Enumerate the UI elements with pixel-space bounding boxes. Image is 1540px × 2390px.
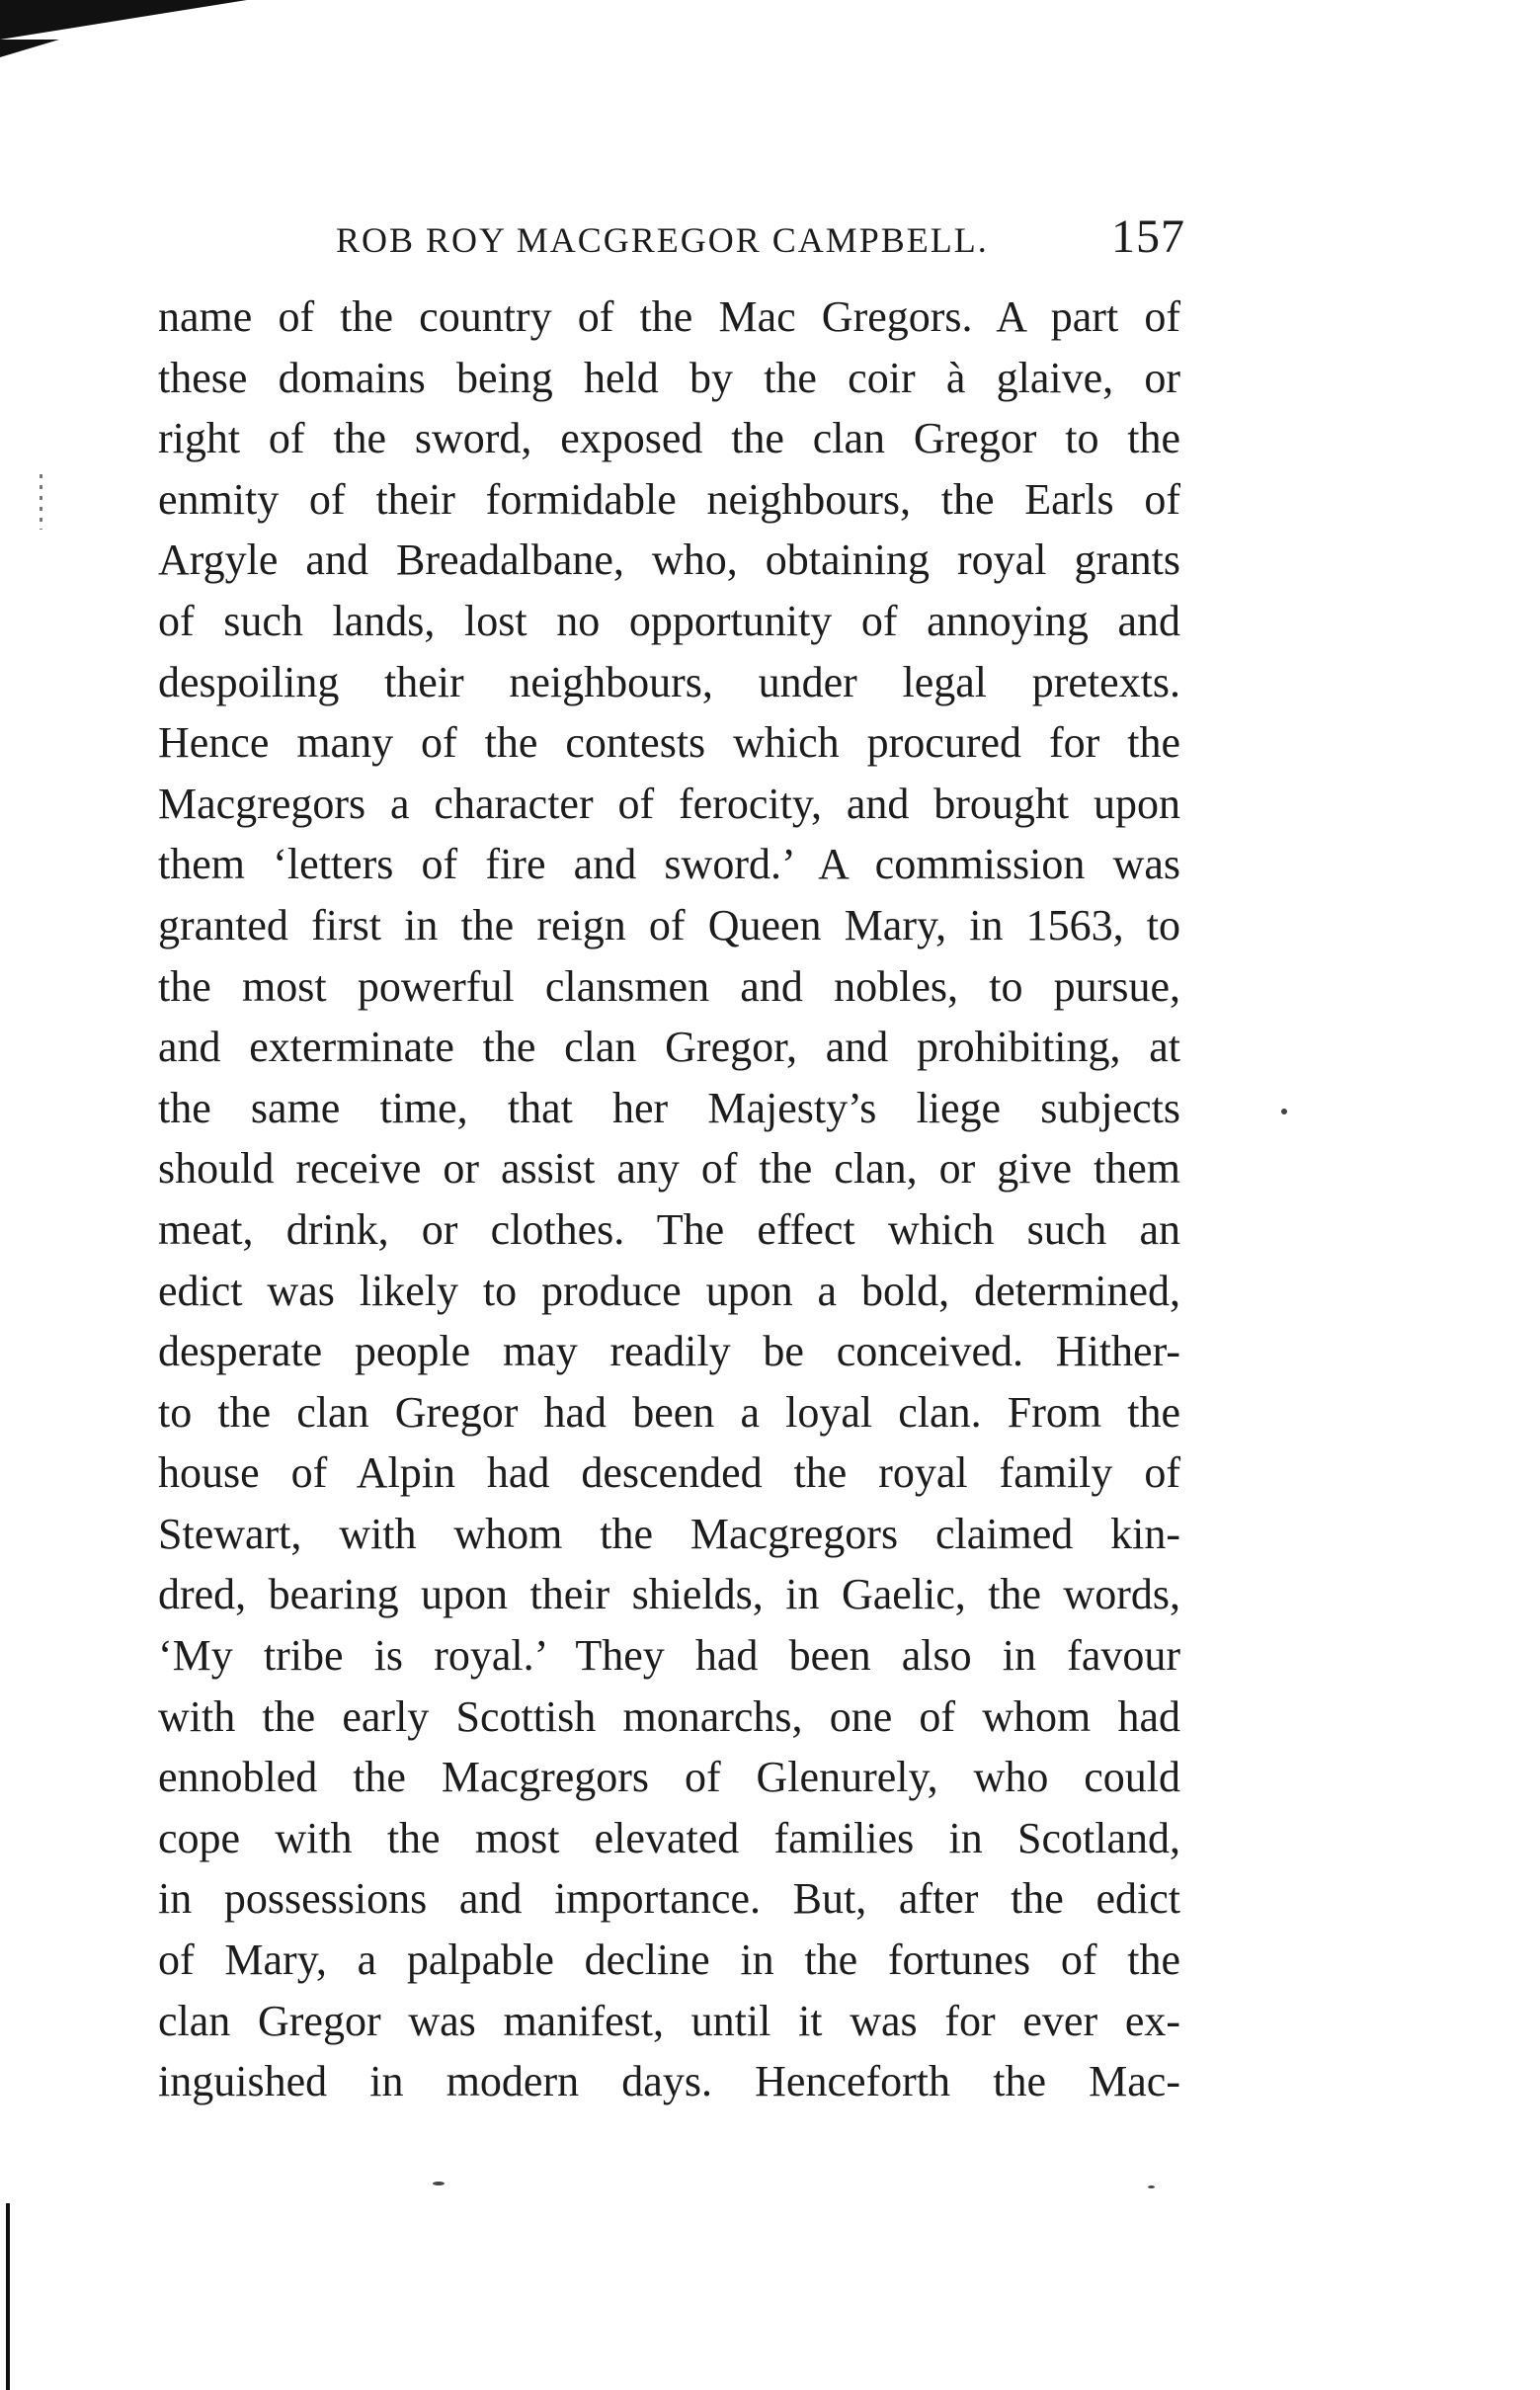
running-title: ROB ROY MACGREGOR CAMPBELL. bbox=[336, 220, 989, 260]
text-line: with the early Scottish monarchs, one of whom had bbox=[158, 1691, 1180, 1741]
text-line: Hence many of the contests which procured for the bbox=[158, 718, 1180, 768]
text-line: of Mary, a palpable decline in the fortunes of the bbox=[158, 1936, 1180, 1985]
text-line: to the clan Gregor had been a loyal clan. From the bbox=[158, 1387, 1180, 1437]
running-head bbox=[336, 209, 1185, 269]
ink-speck bbox=[1148, 2185, 1155, 2188]
text-line: granted first in the reign of Queen Mary, in 1563, to bbox=[158, 900, 1180, 949]
text-line: despoiling their neighbours, under legal pretexts. bbox=[158, 657, 1180, 706]
text-line: ‘My tribe is royal.’ They had been also in favour bbox=[158, 1631, 1180, 1681]
binding-edge-line bbox=[6, 2203, 10, 2390]
text-line: name of the country of the Mac Gregors. A part of bbox=[158, 292, 1180, 341]
text-line: cope with the most elevated families in Scotland, bbox=[158, 1813, 1180, 1862]
text-line: them ‘letters of fire and sword.’ A commission was bbox=[158, 840, 1180, 889]
text-line: of such lands, lost no opportunity of annoying and bbox=[158, 596, 1180, 645]
text-line: in possessions and importance. But, after the edict bbox=[158, 1874, 1180, 1924]
page-number: 157 bbox=[1111, 210, 1185, 263]
text-line: ennobled the Macgregors of Glenurely, who could bbox=[158, 1753, 1180, 1802]
text-line: house of Alpin had descended the royal family of bbox=[158, 1448, 1180, 1498]
text-line: and exterminate the clan Gregor, and prohibiting, at bbox=[158, 1023, 1180, 1072]
ink-speck bbox=[1281, 1109, 1287, 1114]
text-line: enmity of their formidable neighbours, the Earls of bbox=[158, 474, 1180, 524]
text-line: the most powerful clansmen and nobles, to pursue, bbox=[158, 961, 1180, 1011]
page-corner-mark bbox=[0, 0, 247, 40]
ink-speck bbox=[433, 2182, 445, 2185]
text-line: desperate people may readily be conceived. Hither- bbox=[158, 1327, 1180, 1376]
margin-mark bbox=[40, 474, 42, 530]
text-line: inguished in modern days. Henceforth the Mac- bbox=[158, 2057, 1180, 2106]
text-line: Macgregors a character of ferocity, and brought upon bbox=[158, 779, 1180, 828]
text-line: should receive or assist any of the clan, or give them bbox=[158, 1144, 1180, 1194]
page-corner-mark-tail bbox=[0, 40, 59, 57]
text-line: clan Gregor was manifest, until it was for ever ex- bbox=[158, 1996, 1180, 2045]
text-line: the same time, that her Majesty’s liege subjects bbox=[158, 1083, 1180, 1132]
text-line: edict was likely to produce upon a bold, determined, bbox=[158, 1266, 1180, 1315]
text-line: these domains being held by the coir à glaive, or bbox=[158, 353, 1180, 402]
body-text bbox=[158, 287, 1180, 2112]
text-line: meat, drink, or clothes. The effect which such an bbox=[158, 1204, 1180, 1254]
text-line: Stewart, with whom the Macgregors claimed kin- bbox=[158, 1509, 1180, 1558]
text-line: right of the sword, exposed the clan Gregor to the bbox=[158, 414, 1180, 463]
text-line: dred, bearing upon their shields, in Gaelic, the words, bbox=[158, 1570, 1180, 1619]
text-line: Argyle and Breadalbane, who, obtaining royal grants bbox=[158, 536, 1180, 585]
